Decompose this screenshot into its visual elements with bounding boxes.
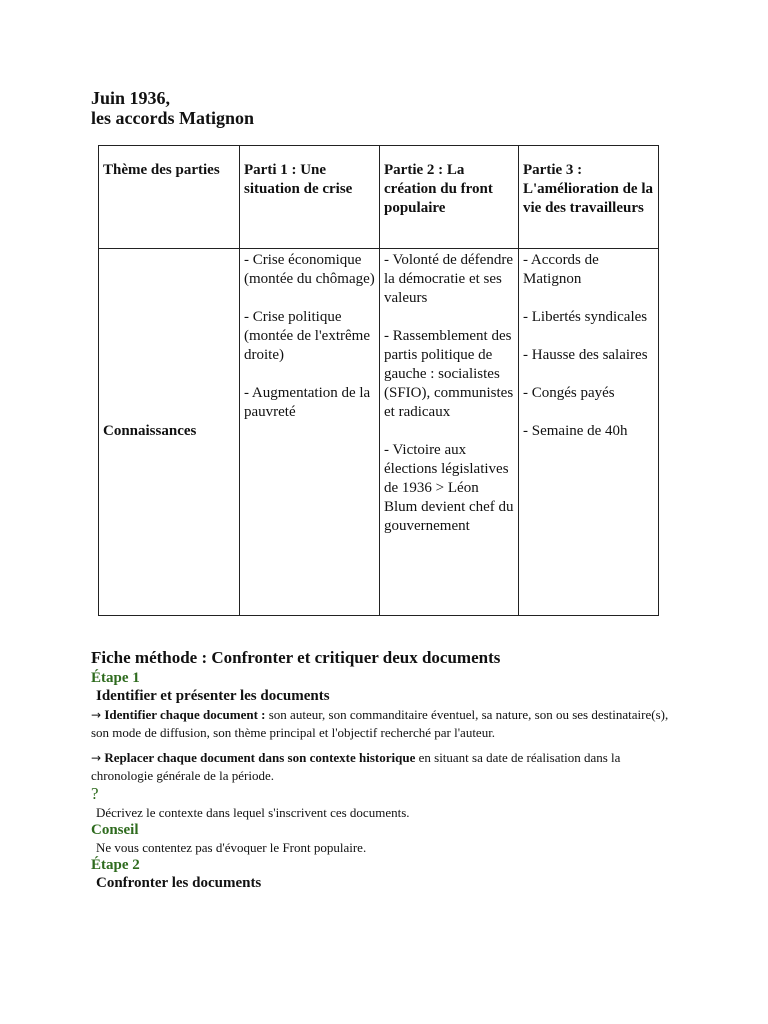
step1-label: Étape 1 — [91, 670, 140, 686]
header-cell-theme: Thème des parties — [99, 146, 240, 249]
list-item: - Semaine de 40h — [523, 423, 628, 439]
paragraph-context-bold: Replacer chaque document dans son contexte historique — [104, 750, 416, 765]
paragraph-identify-bold: Identifier chaque document : — [104, 707, 266, 722]
question-mark-icon: ? — [91, 784, 99, 803]
title-line-1: Juin 1936, — [91, 88, 171, 108]
paragraph-identify — [91, 706, 681, 741]
cell-part1-content — [240, 249, 380, 616]
list-item: - Libertés syndicales — [523, 309, 648, 325]
arrow-icon: → — [91, 751, 102, 765]
list-item: - Hausse des salaires — [523, 347, 648, 363]
advice-text: Ne vous contentez pas d'évoquer le Front populaire. — [96, 840, 367, 855]
advice-label: Conseil — [91, 822, 139, 838]
row-label-connaissances: Connaissances — [99, 249, 240, 616]
plan-table-container — [98, 145, 659, 616]
header-cell-part1: Parti 1 : Une situation de crise — [240, 146, 380, 249]
step1-title: Identifier et présenter les documents — [96, 688, 330, 704]
header-cell-part2: Partie 2 : La création du front populaire — [380, 146, 519, 249]
list-item: - Victoire aux élections législatives de 1936 > Léon Blum devient chef du gouvernement — [384, 442, 514, 534]
list-item: - Crise politique (montée de l'extrême droite) — [244, 309, 370, 363]
table-row — [99, 249, 659, 616]
method-sheet — [91, 647, 681, 893]
list-item: - Congés payés — [523, 385, 615, 401]
cell-part2-content — [380, 249, 519, 616]
cell-part3-content — [519, 249, 659, 616]
header-cell-part3: Partie 3 : L'amélioration de la vie des travailleurs — [519, 146, 659, 249]
paragraph-context-text: en situant sa date de réalisation dans la chronologie générale de la période. — [91, 750, 621, 783]
paragraph-identify-text: son auteur, son commanditaire éventuel, sa nature, son ou ses destinataire(s), son mode de diffusion, son thème principal et l'objectif recherché par l'auteur. — [91, 707, 669, 740]
plan-table — [98, 145, 659, 616]
paragraph-context — [91, 749, 681, 784]
page-title — [91, 88, 254, 128]
table-header-row — [99, 146, 659, 249]
list-item: - Rassemblement des partis politique de gauche : socialistes (SFIO), communistes et radicaux — [384, 328, 514, 420]
list-item: - Accords de Matignon — [523, 252, 599, 287]
arrow-icon: → — [91, 708, 102, 722]
list-item: - Volonté de défendre la démocratie et ses valeurs — [384, 252, 513, 306]
question-text: Décrivez le contexte dans lequel s'inscrivent ces documents. — [96, 805, 410, 820]
step2-title: Confronter les documents — [96, 875, 262, 891]
method-title: Fiche méthode : Confronter et critiquer deux documents — [91, 648, 501, 667]
list-item: - Crise économique (montée du chômage) — [244, 252, 375, 287]
list-item: - Augmentation de la pauvreté — [244, 385, 371, 420]
title-line-2: les accords Matignon — [91, 108, 254, 128]
step2-label: Étape 2 — [91, 857, 140, 873]
